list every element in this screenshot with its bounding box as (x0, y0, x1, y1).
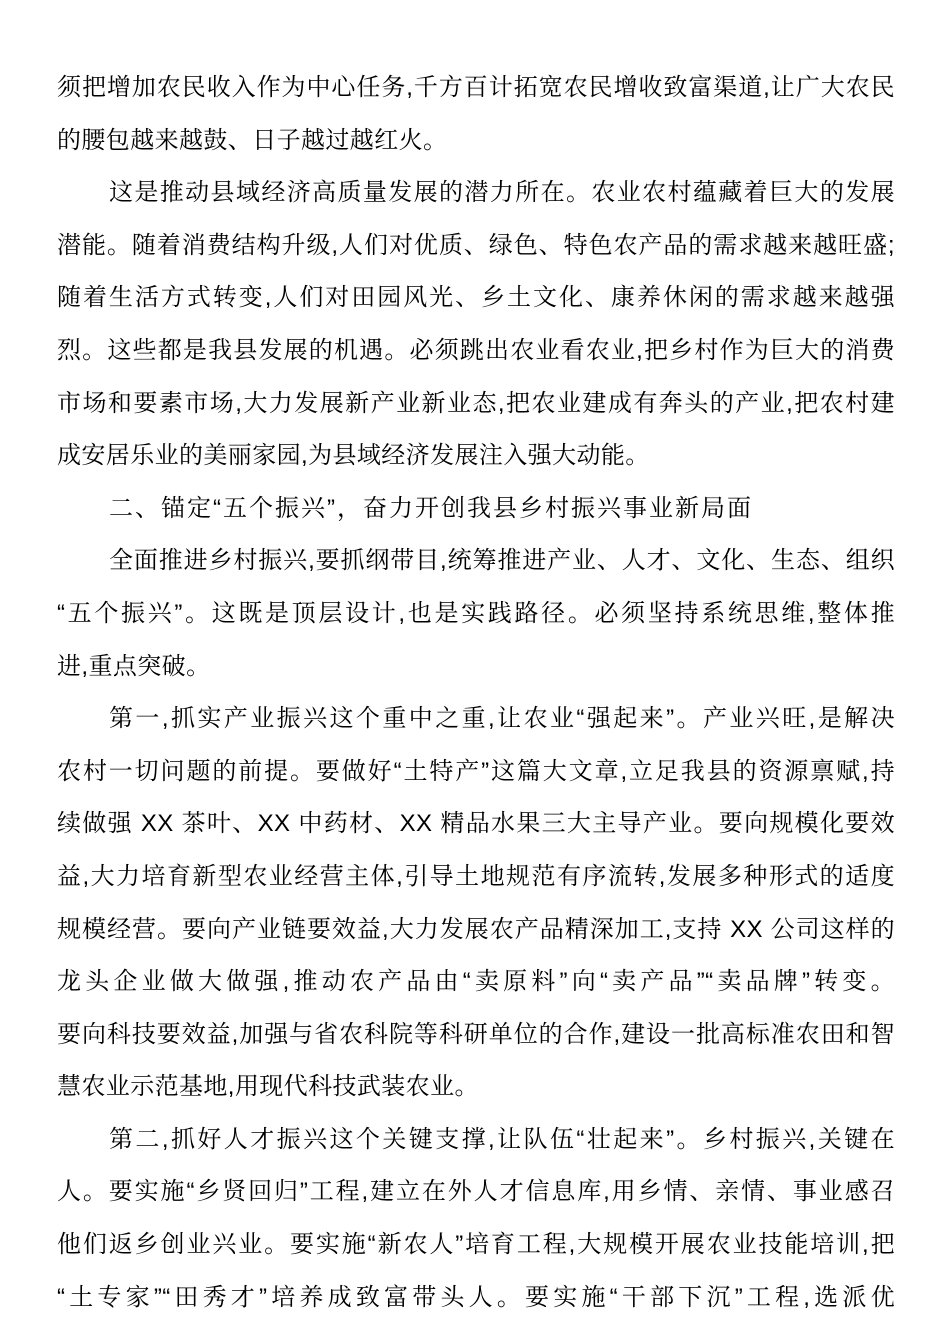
text-line: 人。要实施“乡贤回归”工程,建立在外人才信息库,用乡情、亲情、事业感召 (57, 1178, 895, 1206)
text-line: 潜能。随着消费结构升级,人们对优质、绿色、特色农产品的需求越来越旺盛; (57, 231, 895, 259)
section-heading: 二、锚定“五个振兴”，奋力开创我县乡村振兴事业新局面 (109, 494, 753, 522)
text-line: 他们返乡创业兴业。要实施“新农人”培育工程,大规模开展农业技能培训,把 (57, 1231, 895, 1259)
text-line: 须把增加农民收入作为中心任务,千方百计拓宽农民增收致富渠道,让广大农民 (57, 74, 895, 101)
text-line: 这是推动县域经济高质量发展的潜力所在。农业农村蕴藏着巨大的发展 (109, 179, 895, 207)
text-line: 第一,抓实产业振兴这个重中之重,让农业“强起来”。产业兴旺,是解决 (109, 705, 895, 733)
text-line: 要向科技要效益,加强与省农科院等科研单位的合作,建设一批高标准农田和智 (57, 1020, 895, 1048)
text-line: 续做强 XX 茶叶、XX 中药材、XX 精品水果三大主导产业。要向规模化要效 (57, 810, 895, 838)
text-line: 龙头企业做大做强,推动农产品由“卖原料”向“卖产品”“卖品牌”转变。 (57, 968, 895, 996)
text-line: 规模经营。要向产业链要效益,大力发展农产品精深加工,支持 XX 公司这样的 (57, 915, 895, 943)
text-line: 益,大力培育新型农业经营主体,引导土地规范有序流转,发展多种形式的适度 (57, 862, 895, 890)
text-line: 第二,抓好人才振兴这个关键支撑,让队伍“壮起来”。乡村振兴,关键在 (109, 1125, 895, 1153)
text-line: “土专家”“田秀才”培养成致富带头人。要实施“干部下沉”工程,选派优 (57, 1283, 895, 1311)
text-line: 烈。这些都是我县发展的机遇。必须跳出农业看农业,把乡村作为巨大的消费 (57, 336, 895, 364)
text-line: 随着生活方式转变,人们对田园风光、乡土文化、康养休闲的需求越来越强 (57, 284, 895, 312)
document-text-block (57, 62, 895, 1324)
text-line: “五个振兴”。这既是顶层设计,也是实践路径。必须坚持系统思维,整体推 (57, 599, 895, 627)
text-line: 慧农业示范基地,用现代科技武装农业。 (57, 1073, 479, 1101)
text-line: 农村一切问题的前提。要做好“土特产”这篇大文章,立足我县的资源禀赋,持 (57, 757, 895, 785)
text-line: 全面推进乡村振兴,要抓纲带目,统筹推进产业、人才、文化、生态、组织 (109, 547, 895, 575)
text-line: 成安居乐业的美丽家园,为县域经济发展注入强大动能。 (57, 442, 650, 470)
text-line: 市场和要素市场,大力发展新产业新业态,把农业建成有奔头的产业,把农村建 (57, 389, 895, 417)
text-line: 的腰包越来越鼓、日子越过越红火。 (57, 126, 448, 154)
text-line: 进,重点突破。 (57, 652, 211, 680)
